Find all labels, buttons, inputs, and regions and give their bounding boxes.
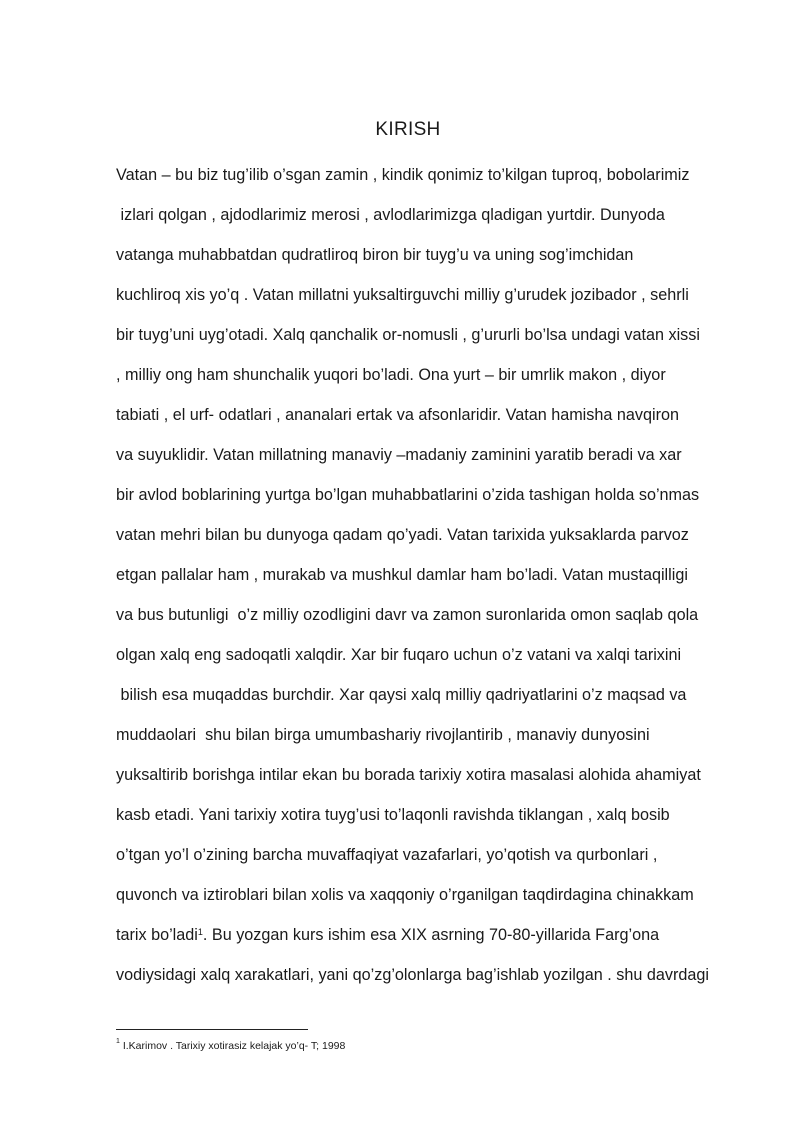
text-line: yuksaltirib borishga intilar ekan bu borada tarixiy xotira masalasi alohida ahamiyat — [116, 766, 701, 784]
text-line: bir avlod boblarining yurtga bo’lgan muhabbatlarini o’zida tashigan holda so’nmas — [116, 486, 700, 504]
footnote-text: I.Karimov . Tarixiy xotirasiz kelajak yo’q- T; 1998 — [119, 1040, 346, 1052]
text-segment: . Bu yozgan kurs ishim esa XIX asrning 70-80-yillarida Farg’ona — [202, 926, 660, 944]
text-line: etgan pallalar ham , murakab va mushkul damlar ham bo’ladi. Vatan mustaqilligi — [116, 566, 688, 584]
text-line: tabiati , el urf- odatlari , ananalari ertak va afsonlaridir. Vatan hamisha navqiron — [116, 406, 679, 424]
text-line-with-footnote — [116, 920, 756, 960]
text-line: bir tuyg’uni uyg’otadi. Xalq qanchalik or-nomusli , g’ururli bo’lsa undagi vatan xissi — [116, 326, 700, 344]
text-line: o’tgan yo’l o’zining barcha muvaffaqiyat vazafarlari, yo’qotish va qurbonlari , — [116, 846, 658, 864]
footnote — [116, 1040, 345, 1052]
text-line: kuchliroq xis yo’q . Vatan millatni yuksaltirguvchi milliy g’urudek jozibador , sehrli — [116, 286, 689, 304]
text-line: vatanga muhabbatdan qudratliroq biron bir tuyg’u va uning sog’imchidan — [116, 246, 634, 264]
text-line: vodiysidagi xalq xarakatlari, yani qo’zg’olonlarga bag’ishlab yozilgan . shu davrdagi — [116, 966, 709, 984]
footnote-marker: 1 — [116, 1038, 120, 1045]
text-line: olgan xalq eng sadoqatli xalqdir. Xar bir fuqaro uchun o’z vatani va xalqi tarixini — [116, 646, 682, 664]
text-line: , milliy ong ham shunchalik yuqori bo’ladi. Ona yurt – bir umrlik makon , diyor — [116, 366, 666, 384]
text-line: izlari qolgan , ajdodlarimiz merosi , avlodlarimizga qladigan yurtdir. Dunyoda — [116, 206, 665, 224]
body-text — [116, 160, 756, 1000]
page-title: KIRISH — [375, 119, 441, 140]
footnote-divider — [116, 1029, 308, 1030]
text-segment: tarix bo’ladi — [116, 926, 198, 944]
text-line: quvonch va iztiroblari bilan xolis va xaqqoniy o’rganilgan taqdirdagina chinakkam — [116, 886, 694, 904]
text-line: Vatan – bu biz tug’ilib o’sgan zamin , kindik qonimiz to’kilgan tuproq, bobolarimiz — [116, 166, 690, 184]
text-line: va bus butunligi o’z milliy ozodligini davr va zamon suronlarida omon saqlab qola — [116, 606, 699, 624]
text-line: vatan mehri bilan bu dunyoga qadam qo’yadi. Vatan tarixida yuksaklarda parvoz — [116, 526, 689, 544]
footnote-reference[interactable]: 1 — [197, 927, 203, 937]
text-line: bilish esa muqaddas burchdir. Xar qaysi xalq milliy qadriyatlarini o’z maqsad va — [116, 686, 687, 704]
text-line: muddaolari shu bilan birga umumbashariy rivojlantirib , manaviy dunyosini — [116, 726, 650, 744]
text-line: va suyuklidir. Vatan millatning manaviy –madaniy zaminini yaratib beradi va xar — [116, 446, 682, 464]
text-line: kasb etadi. Yani tarixiy xotira tuyg’usi to’laqonli ravishda tiklangan , xalq bosib — [116, 806, 670, 824]
